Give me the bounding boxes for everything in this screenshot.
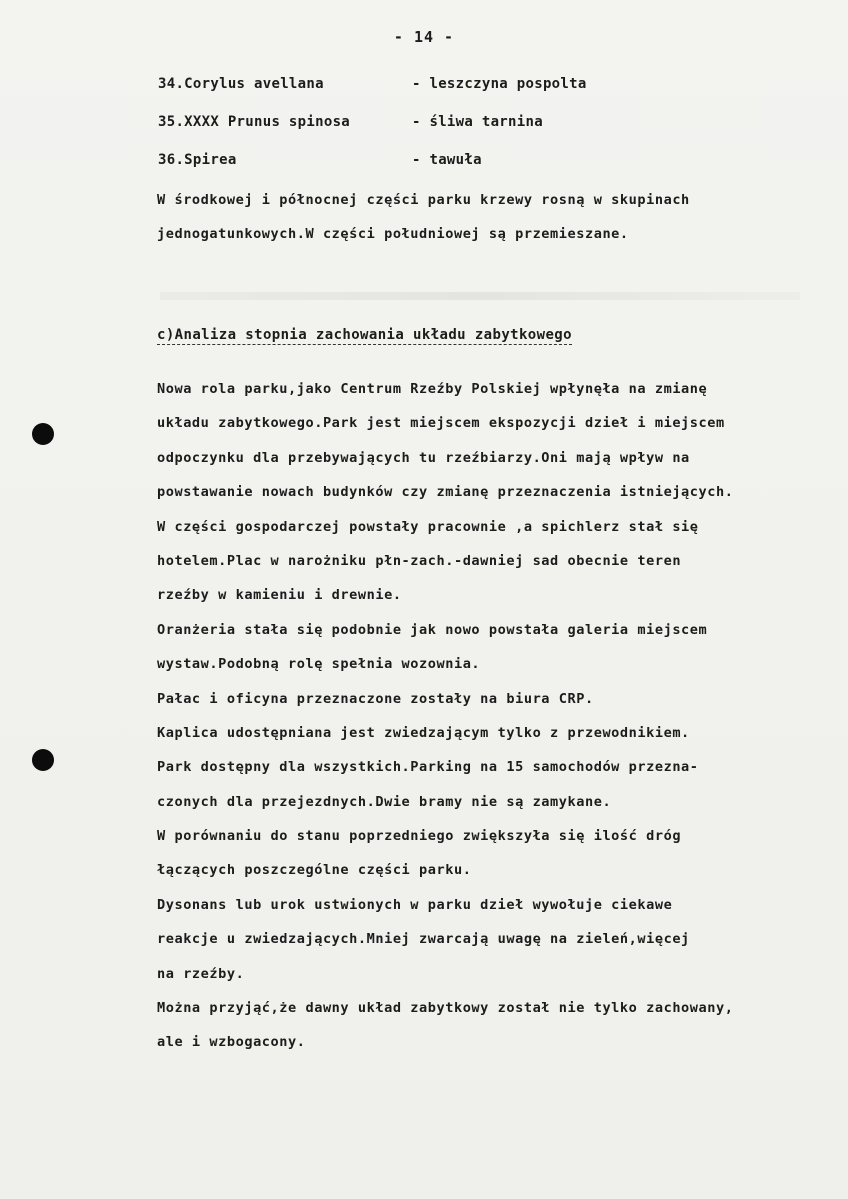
species-latin-name: 34.Corylus avellana [158, 76, 324, 92]
text-line: Kaplica udostępniana jest zwiedzającym tylko z przewodnikiem. [157, 724, 690, 741]
text-line: odpoczynku dla przebywających tu rzeźbiarzy.Oni mają wpływ na [157, 449, 690, 466]
text-line: Dysonans lub urok ustwionych w parku dzieł wywołuje ciekawe [157, 896, 673, 913]
punch-hole-icon [32, 423, 54, 445]
text-line: wystaw.Podobną rolę spełnia wozownia. [157, 656, 481, 673]
punch-hole-icon [32, 749, 54, 771]
text-line: Można przyjąć,że dawny układ zabytkowy został nie tylko zachowany, [157, 1000, 734, 1017]
text-line: powstawanie nowach budynków czy zmianę przeznaczenia istniejących. [157, 484, 734, 501]
text-line: W porównaniu do stanu poprzedniego zwiększyła się ilość dróg [157, 828, 682, 845]
text-line: rzeźby w kamieniu i drewnie. [157, 587, 402, 604]
species-latin-name: 36.Spirea [158, 152, 237, 168]
text-line: na rzeźby. [157, 965, 245, 982]
intro-paragraph [157, 183, 827, 252]
scan-smudge [160, 292, 800, 300]
text-line: W środkowej i północnej części parku krzewy rosną w skupinach [157, 192, 690, 208]
page-number: - 14 - [393, 28, 455, 46]
text-line: Oranżeria stała się podobnie jak nowo powstała galeria miejscem [157, 621, 708, 638]
analysis-paragraph [157, 372, 827, 1060]
text-line: Nowa rola parku,jako Centrum Rzeźby Polskiej wpłynęła na zmianę [157, 381, 708, 397]
text-line: łączących poszczególne części parku. [157, 862, 472, 879]
text-line: hotelem.Plac w narożniku płn-zach.-dawniej sad obecnie teren [157, 552, 682, 569]
section-heading: c)Analiza stopnia zachowania układu zabytkowego [157, 327, 572, 343]
text-line: reakcje u zwiedzających.Mniej zwarcają uwagę na zieleń,więcej [157, 931, 690, 948]
text-line: ale i wzbogacony. [157, 1034, 306, 1051]
text-line: układu zabytkowego.Park jest miejscem ekspozycji dzieł i miejscem [157, 415, 725, 432]
text-line: czonych dla przejezdnych.Dwie bramy nie są zamykane. [157, 793, 612, 810]
text-line: Pałac i oficyna przeznaczone zostały na biura CRP. [157, 690, 594, 707]
species-polish-name: - leszczyna pospolta [412, 76, 587, 92]
species-polish-name: - tawuła [412, 152, 482, 168]
text-line: Park dostępny dla wszystkich.Parking na 15 samochodów przezna- [157, 759, 699, 776]
text-line: jednogatunkowych.W części południowej są przemieszane. [157, 226, 629, 243]
species-latin-name: 35.XXXX Prunus spinosa [158, 114, 351, 130]
species-polish-name: - śliwa tarnina [412, 114, 543, 130]
text-line: W części gospodarczej powstały pracownie ,a spichlerz stał się [157, 518, 699, 535]
